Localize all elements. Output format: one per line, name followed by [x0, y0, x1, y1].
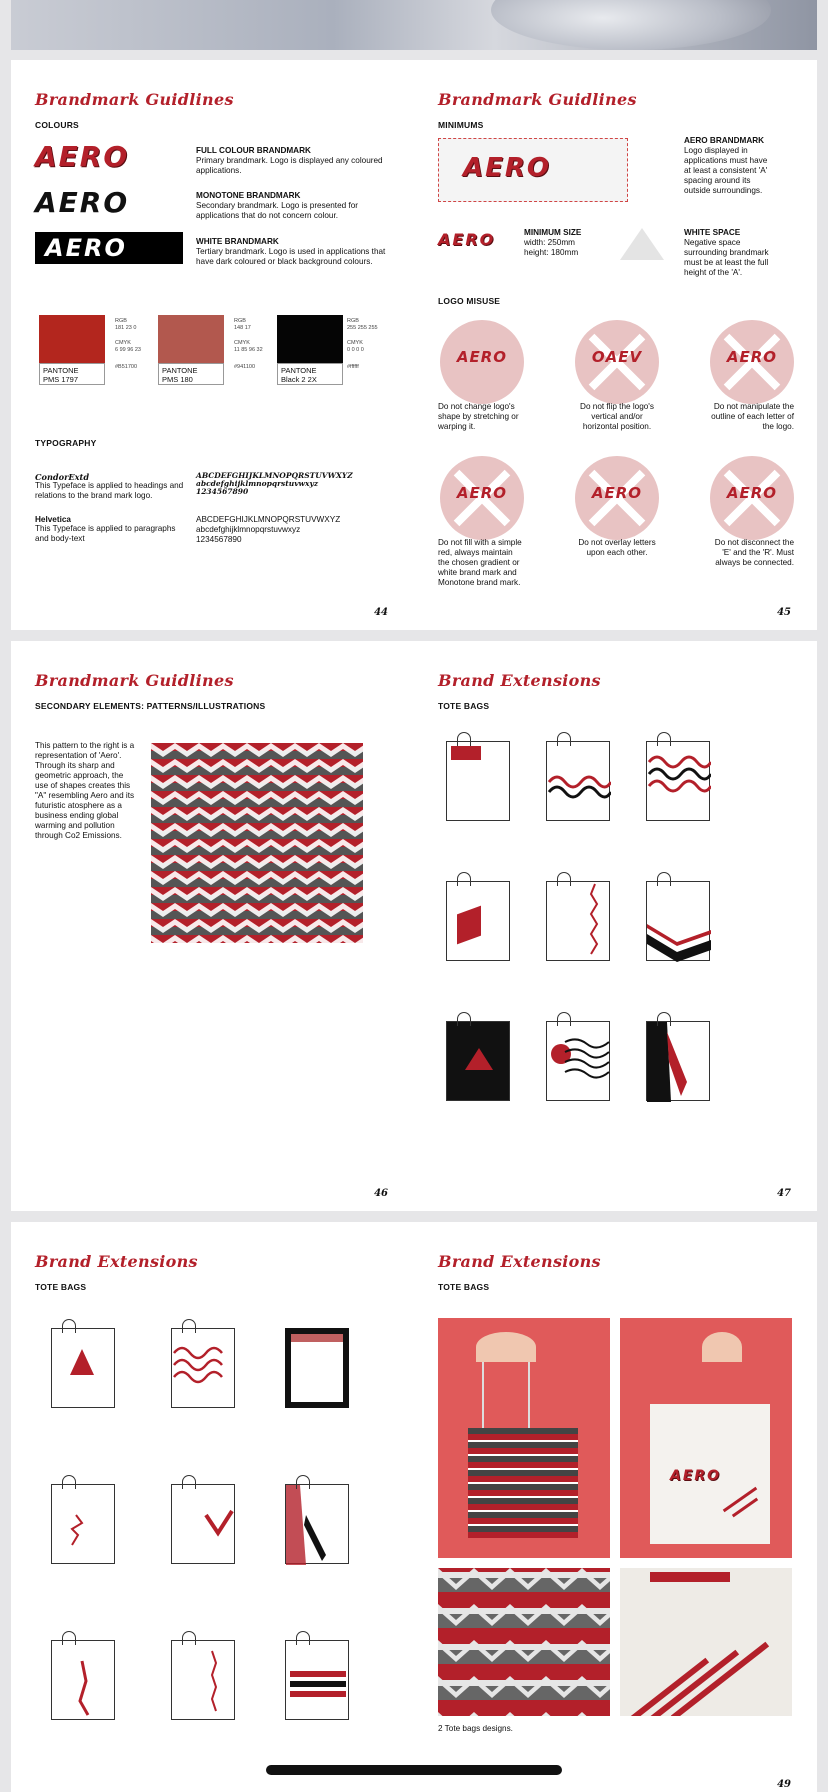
misuse-circle — [710, 456, 794, 540]
cmyk-label: CMYK — [115, 340, 131, 346]
sample-lower: abcdefghijklmnopqrstuvwxyz — [196, 479, 319, 488]
misuse-caption: Do not overlay letters upon each other. — [578, 538, 656, 557]
brandmark-desc: Tertiary brandmark. Logo is used in applications that have dark coloured or black background colours. — [196, 247, 386, 266]
rgb-value: 148 17 — [234, 325, 251, 331]
home-indicator[interactable] — [266, 1765, 562, 1775]
tote-sketch — [285, 1328, 349, 1408]
swatch-red — [39, 315, 105, 363]
tote-sketch — [171, 1640, 235, 1720]
tote-sketch — [646, 1021, 710, 1101]
section-heading: TOTE BAGS — [438, 1282, 490, 1292]
sample-digits: 1234567890 — [196, 487, 249, 496]
tote-sketch — [646, 881, 710, 961]
tote-sketch — [51, 1484, 115, 1564]
section-heading-misuse: LOGO MISUSE — [438, 296, 501, 306]
sample-upper: ABCDEFGHIJKLMNOPQRSTUVWXYZ — [196, 471, 353, 480]
logo-spacing-demo: AERO — [463, 153, 552, 183]
pantone-label: PANTONE PMS 1797 — [43, 366, 79, 384]
tote-photo-pattern-closeup — [438, 1568, 610, 1716]
misuse-circle — [440, 456, 524, 540]
white-space-a-graphic — [620, 228, 664, 260]
misuse-mark: AERO — [456, 484, 508, 502]
spread-48-49 — [11, 1222, 817, 1792]
tote-sketch — [446, 1021, 510, 1101]
logo-white: AERO — [35, 232, 183, 264]
page-48 — [11, 1222, 414, 1792]
page-49 — [414, 1222, 817, 1792]
tote-sketch — [446, 741, 510, 821]
rgb-value: 255 255 255 — [347, 325, 378, 331]
rgb-label: RGB — [234, 318, 246, 324]
section-heading: TOTE BAGS — [438, 701, 490, 711]
swatch-meta — [115, 318, 141, 371]
tote-logo: AERO — [670, 1468, 722, 1484]
photo-caption: 2 Tote bags designs. — [438, 1724, 513, 1733]
swatch-black — [277, 315, 343, 363]
tote-sketch — [171, 1328, 235, 1408]
hex-value: #ffffff — [347, 364, 359, 370]
brandmark-name: FULL COLOUR BRANDMARK — [196, 146, 311, 155]
page-number: 46 — [374, 1188, 388, 1199]
page-title: Brand Extensions — [35, 1252, 198, 1271]
section-heading: SECONDARY ELEMENTS: PATTERNS/ILLUSTRATIONS — [35, 701, 266, 711]
misuse-mark: OAEV — [591, 348, 643, 366]
cmyk-label: CMYK — [347, 340, 363, 346]
brandmark-desc: Primary brandmark. Logo is displayed any coloured applications. — [196, 156, 383, 175]
aero-chevron-pattern — [151, 743, 363, 943]
minimum-spacing-box — [438, 138, 628, 202]
cmyk-label: CMYK — [234, 340, 250, 346]
font-sample-condor — [196, 472, 353, 496]
sample-upper: ABCDEFGHIJKLMNOPQRSTUVWXYZ — [196, 515, 341, 524]
white-space-title: WHITE SPACE — [684, 228, 741, 237]
pattern-overlay — [151, 743, 363, 943]
swatch-meta — [234, 318, 263, 371]
misuse-mark: AERO — [591, 484, 643, 502]
misuse-caption: Do not flip the logo's vertical and/or horizontal position. — [580, 402, 654, 431]
page-number: 49 — [777, 1779, 791, 1790]
rgb-label: RGB — [115, 318, 127, 324]
cmyk-value: 11 85 96 32 — [234, 347, 263, 353]
brandmark-name: WHITE BRANDMARK — [196, 237, 279, 246]
logo-min-size: AERO — [438, 230, 496, 249]
page-45 — [414, 60, 817, 630]
tote-sketch — [546, 741, 610, 821]
sample-lower: abcdefghijklmnopqrstuvwxyz — [196, 525, 301, 534]
spread-46-47 — [11, 641, 817, 1211]
page-number: 47 — [777, 1188, 791, 1199]
logo-monotone: AERO — [35, 186, 130, 219]
misuse-circle — [710, 320, 794, 404]
tote-photo-patterned — [438, 1318, 610, 1558]
section-heading-minimums: MINIMUMS — [438, 120, 484, 130]
rgb-label: RGB — [347, 318, 359, 324]
aero-brandmark-desc: Logo displayed in applications must have at least a consistent 'A' spacing around its outside surroundings. — [684, 146, 768, 195]
misuse-mark: AERO — [726, 348, 778, 366]
spread-44-45 — [11, 60, 817, 630]
page-title: Brandmark Guidlines — [35, 671, 234, 690]
tote-sketch — [546, 881, 610, 961]
pattern-description: This pattern to the right is a representation of 'Aero'. Through its sharp and geometric approach, the use of shapes creates this "A" resembling Aero and its futuristic atosphere as a business ending global warming and pollution through Co2 Emissions. — [35, 741, 135, 840]
cmyk-value: 0 0 0 0 — [347, 347, 364, 353]
hex-value: #941100 — [234, 364, 256, 370]
page-title: Brandmark Guidlines — [438, 90, 637, 109]
page-title: Brand Extensions — [438, 671, 601, 690]
section-heading-colours: COLOURS — [35, 120, 79, 130]
white-space-desc: Negative space surrounding brandmark must be at least the full height of the 'A'. — [684, 238, 769, 277]
tote-photo-logo — [620, 1318, 792, 1558]
page-47 — [414, 641, 817, 1211]
brandmark-desc: Secondary brandmark. Logo is presented for applications that do not concern colour. — [196, 201, 359, 220]
tote-photo-logo-closeup — [620, 1568, 792, 1716]
pantone-label: PANTONE Black 2 2X — [281, 366, 317, 384]
hero-image-strip — [11, 0, 817, 50]
page-44 — [11, 60, 414, 630]
tote-sketch — [446, 881, 510, 961]
page-title: Brandmark Guidlines — [35, 90, 234, 109]
page-46 — [11, 641, 414, 1211]
page-number: 45 — [777, 607, 791, 618]
page-number: 44 — [374, 607, 388, 618]
font-name-helvetica: Helvetica — [35, 515, 71, 524]
swatch-pantone — [277, 363, 343, 385]
tote-sketch — [546, 1021, 610, 1101]
aero-brandmark-title: AERO BRANDMARK — [684, 136, 765, 145]
section-heading: TOTE BAGS — [35, 1282, 87, 1292]
misuse-circle — [440, 320, 524, 404]
tote-sketch — [285, 1640, 349, 1720]
car-image — [491, 0, 771, 50]
swatch-pantone — [158, 363, 224, 385]
section-heading-typography: TYPOGRAPHY — [35, 438, 97, 448]
brandmark-name: MONOTONE BRANDMARK — [196, 191, 301, 200]
tote-sketch — [646, 741, 710, 821]
page-title: Brand Extensions — [438, 1252, 601, 1271]
tote-sketch — [171, 1484, 235, 1564]
misuse-caption: Do not disconnect the 'E' and the 'R'. Must always be connected. — [714, 538, 794, 567]
font-name-condor: CondorExtd — [35, 472, 90, 482]
misuse-mark: AERO — [456, 348, 508, 366]
swatch-pantone — [39, 363, 105, 385]
logo-full-colour: AERO — [35, 140, 130, 173]
misuse-caption: Do not fill with a simple red, always maintain the chosen gradient or white brand mark and Monotone brand mark. — [438, 538, 522, 587]
min-size-width: width: 250mm — [524, 238, 575, 247]
font-desc-condor: This Typeface is applied to headings and relations to the brand mark logo. — [35, 481, 184, 500]
tote-sketch — [285, 1484, 349, 1564]
tote-sketch — [51, 1640, 115, 1720]
rgb-value: 181 23 0 — [115, 325, 137, 331]
swatch-dark-red — [158, 315, 224, 363]
misuse-caption: Do not manipulate the outline of each letter of the logo. — [711, 402, 794, 431]
hex-value: #B51700 — [115, 364, 138, 370]
font-sample-helvetica — [196, 515, 340, 545]
sample-digits: 1234567890 — [196, 535, 242, 544]
swatch-meta — [347, 318, 378, 371]
misuse-caption: Do not change logo's shape by stretching or warping it. — [438, 402, 519, 431]
tote-sketch — [51, 1328, 115, 1408]
cmyk-value: 6 99 96 23 — [115, 347, 141, 353]
misuse-mark: AERO — [726, 484, 778, 502]
font-desc-helvetica: This Typeface is applied to paragraphs and body-text — [35, 524, 176, 543]
min-size-height: height: 180mm — [524, 248, 579, 257]
misuse-circle — [575, 320, 659, 404]
misuse-circle — [575, 456, 659, 540]
pantone-label: PANTONE PMS 180 — [162, 366, 198, 384]
min-size-title: MINIMUM SIZE — [524, 228, 582, 237]
